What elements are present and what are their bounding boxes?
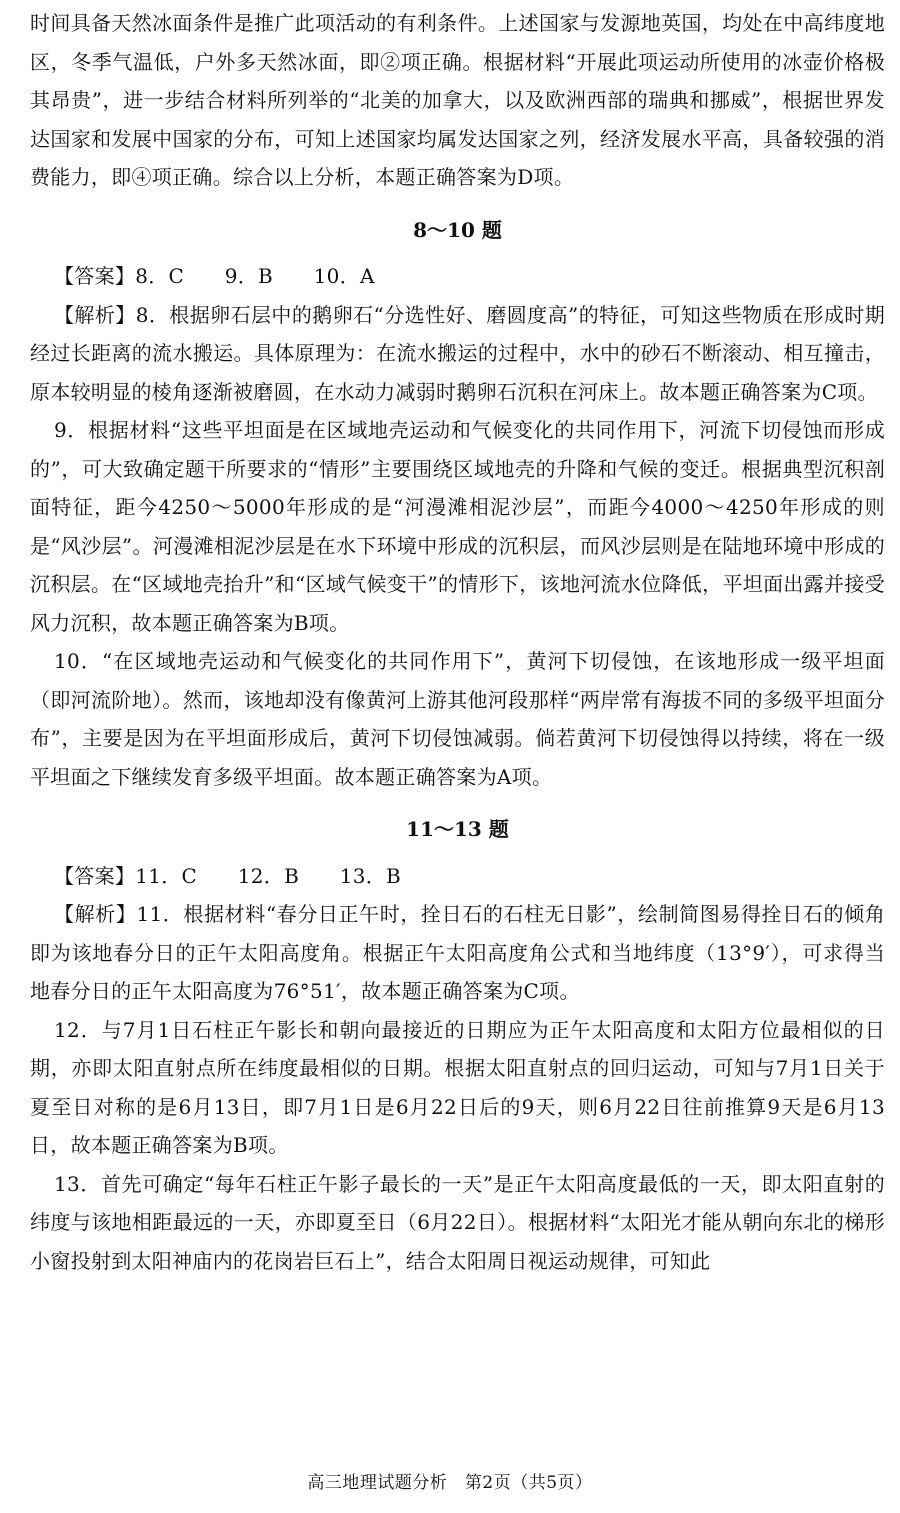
- analysis-paragraph-12: 12．与7月1日石柱正午影长和朝向最接近的日期应为正午太阳高度和太阳方位最相似的日期，亦即太阳直射点所在纬度最相似的日期。根据太阳直射点的回归运动，可知与7月1日关于夏至日对称的是6月13日，即7月1日是6月22日后的9天，则6月22日往前推算9天是6月13日，故本题正确答案为B项。: [30, 1017, 885, 1157]
- section-heading-11-13: 11～13 题: [406, 817, 509, 841]
- paragraph-continued: 时间具备天然冰面条件是推广此项活动的有利条件。上述国家与发源地英国，均处在中高纬度地区，冬季气温低，户外多天然冰面，即②项正确。根据材料“开展此项运动所使用的冰壶价格极其昂贵”，进一步结合材料所列举的“北美的加拿大，以及欧洲西部的瑞典和挪威”，根据世界发达国家和发展中国家的分布，可知上述国家均属发达国家之列，经济发展水平高，具备较强的消费能力，即④项正确。综合以上分析，本题正确答案为D项。: [30, 11, 885, 189]
- document-body: [30, 4, 885, 1280]
- page-footer: 高三地理试题分析 第2页（共5页）: [307, 1473, 593, 1493]
- analysis-paragraph-8: 【解析】8．根据卵石层中的鹅卵石“分选性好、磨圆度高”的特征，可知这些物质在形成时期经过长距离的流水搬运。具体原理为：在流水搬运的过程中，水中的砂石不断滚动、相互撞击，原本较明显的棱角逐渐被磨圆，在水动力减弱时鹅卵石沉积在河床上。故本题正确答案为C项。: [30, 302, 885, 404]
- analysis-paragraph-10: 10．“在区域地壳运动和气候变化的共同作用下”，黄河下切侵蚀，在该地形成一级平坦面（即河流阶地）。然而，该地却没有像黄河上游其他河段那样“两岸常有海拔不同的多级平坦面分布”，主要是因为在平坦面形成后，黄河下切侵蚀减弱。倘若黄河下切侵蚀得以持续，将在一级平坦面之下继续发育多级平坦面。故本题正确答案为A项。: [30, 649, 885, 789]
- answer-line-8-10: 【答案】8．C 9．B 10．A: [54, 264, 375, 288]
- analysis-paragraph-11: 【解析】11．根据材料“春分日正午时，拴日石的石柱无日影”，绘制简图易得拴日石的倾角即为该地春分日的正午太阳高度角。根据正午太阳高度角公式和当地纬度（13°9′），可求得当地春分日的正午太阳高度为76°51′，故本题正确答案为C项。: [30, 902, 885, 1003]
- analysis-paragraph-9: 9．根据材料“这些平坦面是在区域地壳运动和气候变化的共同作用下，河流下切侵蚀而形成的”，可大致确定题干所要求的“情形”主要围绕区域地壳的升降和气候的变迁。根据典型沉积剖面特征，距今4250～5000年形成的是“河漫滩相泥沙层”，而距今4000～4250年形成的则是“风沙层”。河漫滩相泥沙层是在水下环境中形成的沉积层，而风沙层则是在陆地环境中形成的沉积层。在“区域地壳抬升”和“区域气候变干”的情形下，该地河流水位降低，平坦面出露并接受风力沉积，故本题正确答案为B项。: [30, 418, 885, 635]
- section-heading-8-10: 8～10 题: [413, 217, 502, 242]
- analysis-paragraph-13: 13．首先可确定“每年石柱正午影子最长的一天”是正午太阳高度最低的一天，即太阳直射的纬度与该地相距最远的一天，亦即夏至日（6月22日）。根据材料“太阳光才能从朝向东北的梯形小窗投射到太阳神庙内的花岗岩巨石上”，结合太阳周日视运动规律，可知此: [30, 1171, 885, 1273]
- answer-line-11-13: 【答案】11．C 12．B 13．B: [54, 863, 402, 888]
